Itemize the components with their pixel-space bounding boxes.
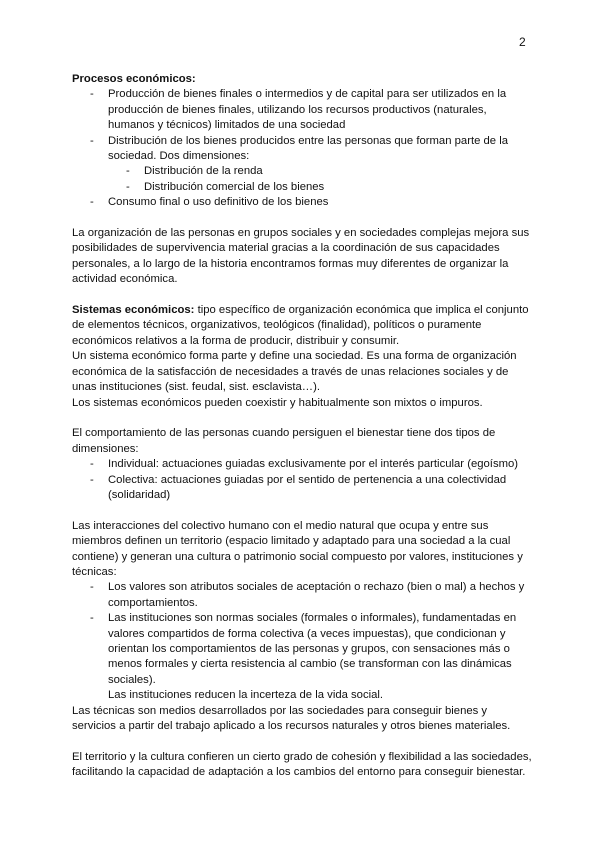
list-item: - Distribución de la renda — [144, 164, 532, 179]
list-item: - Los valores son atributos sociales de aceptación o rechazo (bien o mal) a hechos y comportamientos. — [108, 580, 532, 611]
interacciones-list — [72, 580, 532, 703]
list-item: - Consumo final o uso definitivo de los bienes — [108, 195, 532, 210]
list-item: - Colectiva: actuaciones guiadas por el sentido de pertenencia a una colectividad (solidaridad) — [108, 473, 532, 504]
paragraph-organizacion: La organización de las personas en grupos sociales y en sociedades complejas mejora sus posibilidades de supervivencia material gracias a la coordinación de sus capacidades personales, a lo largo de la historia encontramos formas muy diferentes de organizar la actividad económica. — [72, 227, 530, 286]
list-item: - Individual: actuaciones guiadas exclusivamente por el interés particular (egoísmo) — [108, 457, 532, 472]
tecnicas-paragraph: Las técnicas son medios desarrollados por las sociedades para conseguir bienes y servicios a partir del trabajo aplicado a los recursos naturales y otros bienes materiales. — [72, 704, 511, 732]
procesos-heading: Procesos económicos: — [72, 73, 196, 85]
sistemas-heading: Sistemas económicos: — [72, 304, 195, 317]
sistemas-line3: Los sistemas económicos pueden coexistir y habitualmente son mixtos o impuros. — [72, 396, 483, 409]
list-item: - Distribución de los bienes producidos entre las personas que forman parte de la sociedad. Dos dimensiones: - Distribución de la renda - Distribución comercial de los bienes — [108, 134, 532, 196]
procesos-sublist — [108, 164, 532, 195]
interacciones-intro: Las interacciones del colectivo humano con el medio natural que ocupa y entre sus miembros definen un territorio (espacio limitado y adaptado para una sociedad a la cual contiene) y generan una cultura o patrimonio social compuesto por valores, instituciones y técnicas: — [72, 519, 523, 578]
list-item: - Producción de bienes finales o intermedios y de capital para ser utilizados en la producción de bienes finales, utilizando los recursos productivos (naturales, humanos y técnicos) limitados de una sociedad — [108, 87, 532, 133]
document-body — [72, 72, 532, 781]
procesos-list — [72, 87, 532, 210]
comportamiento-list — [72, 457, 532, 503]
conclusion-paragraph: El territorio y la cultura confieren un cierto grado de cohesión y flexibilidad a las sociedades, facilitando la capacidad de adaptación a los cambios del entorno para conseguir bienestar. — [72, 750, 532, 779]
page-number: 2 — [519, 35, 526, 49]
list-item: - Las instituciones son normas sociales (formales o informales), fundamentadas en valores compartidos de forma colectiva (a veces impuestas), que condicionan y orientan los comportamientos de las personas y grupos, con sensaciones más o menos formales y cierta resistencia al cambio (se transforman con las dinámicas sociales). Las instituciones reducen la incerteza de la vida social. — [108, 611, 532, 703]
institution-note: Las instituciones reducen la incerteza de la vida social. — [108, 689, 384, 702]
sistemas-line2: Un sistema económico forma parte y define una sociedad. Es una forma de organización económica de la satisfacción de necesidades a través de unas relaciones sociales y de unas instituciones (sist. feudal, sist. esclavista…). — [72, 350, 517, 394]
comportamiento-intro: El comportamiento de las personas cuando persiguen el bienestar tiene dos tipos de dimensiones: — [72, 427, 496, 455]
sistemas-paragraph: Sistemas económicos: tipo específico de organización económica que implica el conjunto de elementos técnicos, organizativos, teológicos (finalidad), políticos o puramente económicos relativos a la forma de producir, distribuir y consumir. — [72, 304, 529, 347]
list-item: - Distribución comercial de los bienes — [144, 180, 532, 195]
